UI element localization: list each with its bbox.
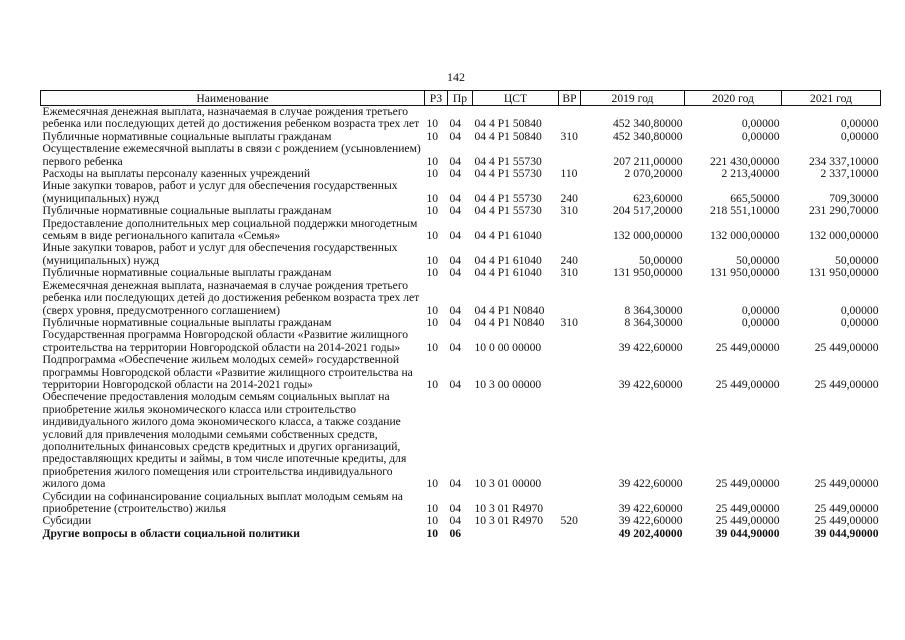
table-row xyxy=(41,391,881,490)
cell-cst: 04 4 P1 61040 xyxy=(474,266,542,280)
cell-name: Обеспечение предоставления молодым семьям социальных выплат на приобретение жилья экономического класса или строительство индивидуального жилого дома экономического класса, а также создание условий для привлечения молодыми семьями собственных средств, дополнительных финансовых средств кредитных и других организаций, предоставляющих кредиты и займы, в том числе ипотечные кредиты, для приобретения жилого помещения или строительства индивидуального жилого дома xyxy=(42,390,407,491)
cell-y2019: 49 202,40000 xyxy=(618,526,683,540)
cell-vr: 310 xyxy=(560,129,578,143)
cell-y2019: 39 422,60000 xyxy=(618,502,683,515)
cell-vr: 310 xyxy=(560,315,578,329)
cell-vr xyxy=(559,143,581,168)
table-row xyxy=(41,491,881,516)
cell-rz: 10 xyxy=(426,340,439,354)
cell-name: Публичные нормативные социальные выплаты гражданам xyxy=(42,129,332,143)
cell-name: Предоставление дополнительных мер социальной поддержки многодетным семьям в виде регионального капитала «Семья» xyxy=(42,216,418,243)
cell-name: Публичные нормативные социальные выплаты гражданам xyxy=(42,266,332,280)
cell-y2021: 0,00000 xyxy=(840,117,879,131)
cell-y2019: 2 070,20000 xyxy=(624,167,683,181)
table-header-row xyxy=(41,91,881,106)
cell-y2020: 25 449,00000 xyxy=(715,514,780,528)
cell-name: Субсидии на софинансирование социальных выплат молодым семьям на приобретение (строительство) жилья xyxy=(42,489,403,515)
cell-y2021: 39 044,90000 xyxy=(814,526,879,540)
cell-rz: 10 xyxy=(426,266,439,280)
cell-y2019: 204 517,20000 xyxy=(612,204,683,218)
cell-pr: 04 xyxy=(449,229,462,243)
cell-pr: 04 xyxy=(449,191,462,205)
cell-y2020: 25 449,00000 xyxy=(715,477,780,491)
header-cst: ЦСТ xyxy=(473,91,559,106)
table-row xyxy=(41,205,881,217)
header-2019: 2019 год xyxy=(581,91,685,106)
table-row xyxy=(41,143,881,168)
cell-pr: 04 xyxy=(449,315,462,329)
cell-cst: 04 4 P1 61040 xyxy=(474,229,542,243)
table-row xyxy=(41,106,881,131)
table-row xyxy=(41,242,881,267)
cell-y2019: 623,60000 xyxy=(633,191,683,205)
cell-cst: 04 4 P1 50840 xyxy=(474,129,542,143)
cell-name: Субсидии xyxy=(42,514,92,528)
cell-vr xyxy=(559,280,581,317)
cell-y2020: 132 000,00000 xyxy=(709,229,780,243)
cell-cst: 04 4 P1 N0840 xyxy=(474,315,545,329)
header-rz: РЗ xyxy=(425,91,448,106)
cell-cst: 04 4 P1 55730 xyxy=(474,191,542,205)
cell-vr: 310 xyxy=(560,204,578,218)
cell-name: Подпрограмма «Обеспечение жильем молодых семей» государственной программы Новгородской области «Развитие жилищного строительства на территории Новгородской области на 2014-2021 годы» xyxy=(42,353,413,391)
cell-pr: 04 xyxy=(449,377,462,391)
cell-y2019: 8 364,30000 xyxy=(624,315,683,329)
cell-y2019: 50,00000 xyxy=(639,253,683,267)
cell-rz: 10 xyxy=(426,167,439,181)
cell-y2021: 234 337,10000 xyxy=(808,154,879,168)
cell-vr: 240 xyxy=(560,191,578,205)
cell-pr: 04 xyxy=(449,340,462,354)
cell-vr: 310 xyxy=(560,266,578,280)
table-row xyxy=(41,329,881,354)
cell-cst: 10 3 01 00000 xyxy=(474,477,542,491)
cell-rz: 10 xyxy=(426,377,439,391)
cell-name: Государственная программа Новгородской области «Развитие жилищного строительства на территории Новгородской области на 2014-2021 годы» xyxy=(42,328,409,354)
cell-vr xyxy=(559,491,581,516)
cell-name: Публичные нормативные социальные выплаты гражданам xyxy=(42,204,332,218)
cell-rz: 10 xyxy=(426,514,439,528)
header-2020: 2020 год xyxy=(685,91,782,106)
cell-y2019: 452 340,80000 xyxy=(612,117,683,131)
cell-rz: 10 xyxy=(426,204,439,218)
cell-y2021: 0,00000 xyxy=(840,303,879,317)
cell-y2020: 131 950,00000 xyxy=(709,266,780,280)
cell-name: Иные закупки товаров, работ и услуг для обеспечения государственных (муниципальных) нужд xyxy=(42,241,398,267)
cell-y2019: 131 950,00000 xyxy=(612,266,683,280)
budget-table xyxy=(40,90,881,540)
cell-y2020: 25 449,00000 xyxy=(715,377,780,391)
cell-pr: 04 xyxy=(449,167,462,181)
header-pr: Пр xyxy=(448,91,473,106)
cell-pr: 04 xyxy=(449,502,462,515)
cell-rz: 10 xyxy=(426,229,439,243)
table-row xyxy=(41,354,881,391)
table-row xyxy=(41,267,881,279)
cell-pr: 04 xyxy=(449,204,462,218)
cell-y2020: 25 449,00000 xyxy=(715,502,780,515)
cell-name: Публичные нормативные социальные выплаты гражданам xyxy=(42,315,332,329)
cell-y2020: 0,00000 xyxy=(741,303,780,317)
cell-pr: 04 xyxy=(449,514,462,528)
header-vr: ВР xyxy=(559,91,581,106)
cell-cst: 10 3 01 R4970 xyxy=(474,502,544,515)
cell-y2019: 39 422,60000 xyxy=(618,340,683,354)
cell-y2021: 50,00000 xyxy=(835,253,879,267)
cell-vr xyxy=(559,218,581,243)
cell-vr xyxy=(559,391,581,490)
cell-y2019: 207 211,00000 xyxy=(613,154,683,168)
cell-y2019: 39 422,60000 xyxy=(618,477,683,491)
cell-pr: 04 xyxy=(449,303,462,317)
cell-pr: 04 xyxy=(449,477,462,491)
cell-y2019: 452 340,80000 xyxy=(612,129,683,143)
table-row xyxy=(41,515,881,527)
cell-rz: 10 xyxy=(426,129,439,143)
cell-vr: 240 xyxy=(560,253,578,267)
table-row xyxy=(41,528,881,540)
cell-name: Другие вопросы в области социальной политики xyxy=(42,526,300,540)
cell-cst: 10 3 00 00000 xyxy=(474,377,542,391)
table-body xyxy=(41,106,881,541)
cell-y2020: 0,00000 xyxy=(741,117,780,131)
cell-rz: 10 xyxy=(426,191,439,205)
cell-y2020: 665,50000 xyxy=(730,191,780,205)
cell-y2020: 50,00000 xyxy=(736,253,780,267)
cell-y2019: 8 364,30000 xyxy=(624,303,683,317)
cell-vr: 110 xyxy=(560,167,578,181)
cell-pr: 04 xyxy=(449,266,462,280)
cell-y2020: 2 213,40000 xyxy=(721,167,780,181)
cell-name: Иные закупки товаров, работ и услуг для обеспечения государственных (муниципальных) нужд xyxy=(42,179,398,205)
cell-y2020: 39 044,90000 xyxy=(715,526,780,540)
cell-y2021: 25 449,00000 xyxy=(814,340,879,354)
cell-rz: 10 xyxy=(426,502,439,515)
cell-y2019: 39 422,60000 xyxy=(618,377,683,391)
cell-y2021: 0,00000 xyxy=(840,315,879,329)
cell-cst: 04 4 P1 55730 xyxy=(474,167,542,181)
cell-y2021: 2 337,10000 xyxy=(820,167,879,181)
cell-rz: 10 xyxy=(426,253,439,267)
header-name: Наименование xyxy=(41,91,425,106)
cell-y2021: 25 449,00000 xyxy=(814,502,879,515)
cell-y2021: 709,30000 xyxy=(829,191,879,205)
cell-name: Расходы на выплаты персоналу казенных учреждений xyxy=(42,167,311,181)
cell-vr xyxy=(559,528,581,540)
cell-y2021: 0,00000 xyxy=(840,129,879,143)
cell-y2019: 39 422,60000 xyxy=(618,514,683,528)
table-row xyxy=(41,180,881,205)
cell-y2021: 25 449,00000 xyxy=(814,514,879,528)
cell-y2021: 231 290,70000 xyxy=(808,204,879,218)
cell-pr: 04 xyxy=(449,154,462,168)
cell-cst: 04 4 P1 N0840 xyxy=(474,303,545,317)
cell-pr: 04 xyxy=(449,253,462,267)
cell-y2021: 131 950,00000 xyxy=(808,266,879,280)
cell-cst: 10 3 01 R4970 xyxy=(474,514,544,528)
cell-rz: 10 xyxy=(426,526,439,540)
cell-rz: 10 xyxy=(426,315,439,329)
cell-cst: 10 0 00 00000 xyxy=(474,340,542,354)
cell-vr xyxy=(559,106,581,131)
cell-y2021: 25 449,00000 xyxy=(814,377,879,391)
table-row xyxy=(41,218,881,243)
cell-y2021: 132 000,00000 xyxy=(808,229,879,243)
cell-y2020: 0,00000 xyxy=(741,129,780,143)
cell-name: Ежемесячная денежная выплата, назначаемая в случае рождения третьего ребенка или последующих детей до достижения ребенком возраста трех лет xyxy=(42,105,420,131)
cell-pr: 04 xyxy=(449,129,462,143)
cell-pr: 06 xyxy=(449,526,462,540)
cell-rz: 10 xyxy=(426,303,439,317)
cell-y2020: 0,00000 xyxy=(741,315,780,329)
cell-vr: 520 xyxy=(560,514,578,528)
cell-y2019: 132 000,00000 xyxy=(612,229,683,243)
cell-y2021: 25 449,00000 xyxy=(814,477,879,491)
cell-cst: 04 4 P1 55730 xyxy=(474,154,542,168)
cell-cst: 04 4 P1 55730 xyxy=(474,204,542,218)
cell-vr xyxy=(559,354,581,391)
page-number: 142 xyxy=(447,70,465,84)
cell-rz: 10 xyxy=(426,477,439,491)
cell-name: Осуществление ежемесячной выплаты в связи с рождением (усыновлением) первого ребенка xyxy=(42,142,421,168)
cell-y2020: 221 430,00000 xyxy=(709,154,780,168)
cell-vr xyxy=(559,329,581,354)
header-2021: 2021 год xyxy=(782,91,881,106)
cell-name: Ежемесячная денежная выплата, назначаемая в случае рождения третьего ребенка или последующих детей до достижения ребенком возраста трех лет (сверх уровня, предусмотренного соглашением) xyxy=(42,278,420,317)
cell-y2020: 218 551,10000 xyxy=(709,204,780,218)
cell-rz: 10 xyxy=(426,117,439,131)
table-row xyxy=(41,280,881,317)
cell-cst: 04 4 P1 50840 xyxy=(474,117,542,131)
cell-cst: 04 4 P1 61040 xyxy=(474,253,542,267)
cell-pr: 04 xyxy=(449,117,462,131)
cell-cst xyxy=(473,528,559,540)
cell-y2020: 25 449,00000 xyxy=(715,340,780,354)
cell-rz: 10 xyxy=(426,154,439,168)
